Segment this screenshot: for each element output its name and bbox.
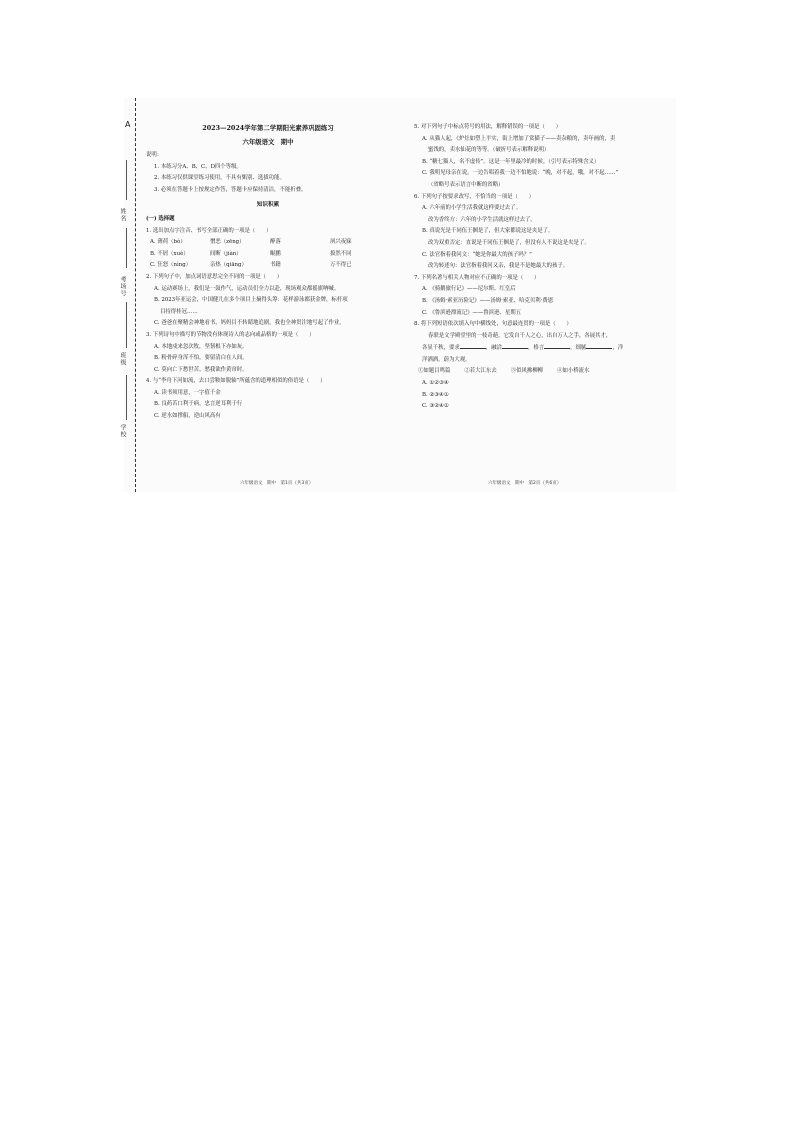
question-7-option: A. 《骑鹅旅行记》——尼尔斯、红皇后 — [422, 286, 516, 293]
option-cell: C. 狂怒（nìng） — [150, 262, 192, 269]
paper-version-letter: A — [125, 120, 131, 129]
option-cell: 鲲鹏 — [270, 250, 281, 257]
room-field-label: 考场号 — [119, 276, 126, 297]
notice-item: 3. 必须在答题卡上按规定作答，答题卡应保持清洁，不能折叠。 — [154, 186, 307, 193]
question-1-option-row — [146, 260, 390, 272]
phrase-item: ③似风拂柳柳 — [510, 368, 544, 375]
phrase-item: ②若大江东去 — [464, 368, 497, 375]
question-8-phrases — [414, 366, 659, 378]
question-4-option: C. 逆水如撑船，逆山风高有 — [154, 413, 221, 420]
question-2-option: 目持得桂冠…… — [160, 308, 198, 315]
question-8-choice: A. ①②③④ — [422, 380, 449, 387]
question-8-choice: B. ②③④① — [422, 391, 449, 398]
question-8-passage-line: 春联是文学殿堂里的一枝奇葩，它发自千人之心，出自万人之手，各展其才， — [428, 332, 612, 339]
question-7-option: C. 《鲁滨逊漂流记》——鲁滨逊、星期五 — [422, 309, 522, 316]
question-1-option-row — [146, 249, 390, 261]
question-4-option: B. 良药苦口利于病，忠言逆耳利于行 — [154, 401, 243, 408]
question-8-passage-line — [414, 342, 659, 355]
question-6-option: B. 真说光是千同伍王捆是了，但大家都说这是夹是了。 — [422, 228, 554, 235]
question-4-option: A. 读书须用意，一字值千金 — [154, 389, 221, 396]
option-cell: 醉落 — [270, 239, 281, 246]
class-field-line — [126, 228, 127, 268]
passage-text: ，格言 — [527, 345, 545, 352]
question-5-option: 蜜饯的，卖水仙花的等等。（破折号表示解释说明） — [428, 147, 550, 154]
option-cell: A. 薄荷（bò） — [150, 239, 186, 246]
question-2-option: C. 爸爸在聚精会神地看书，妈妈目不转睛地追剧，我也全神贯注地写起了作业。 — [154, 320, 345, 327]
name-field-label: 姓名 — [119, 208, 126, 222]
question-5-option: （省略号表示语言中断的省略） — [428, 181, 504, 188]
passage-text: ，细腻 — [570, 345, 587, 352]
option-cell: 憎恶（zēng） — [210, 239, 245, 246]
question-3-stem: 3. 下列诗句中描写的节物没有体现诗人的志向或品格的一项是（ ） — [146, 331, 315, 338]
fill-blank — [544, 342, 570, 349]
option-cell: 拔然不同 — [330, 250, 352, 257]
option-cell: B. 不屑（xuè） — [150, 250, 189, 257]
fill-blank — [586, 342, 612, 349]
left-page-footer: 六年级语文 期中 第1页（共3页） — [240, 481, 314, 486]
school-field-label: 学校 — [119, 424, 126, 438]
question-5-option: A. 从猫人起，《炉灶如塑上平实，街上增加了赏猫子——卖杂粮的，卖年画的，卖 — [422, 135, 616, 142]
exam-title: 2023—2024学年第二学期阳光素养巩固练习 — [202, 124, 334, 132]
question-3-option: B. 粉骨碎身浑不怕，要留清白在人间。 — [154, 355, 248, 362]
room-field-line — [126, 302, 127, 348]
option-cell: 万不得已 — [330, 262, 352, 269]
exam-subtitle: 六年级语文 期中 — [242, 138, 294, 146]
question-8-stem: 8. 将下列短语依次填入句中横线处，句意最连贯的一项是（ ） — [414, 321, 572, 328]
class-field-label: 班级 — [119, 352, 126, 366]
binding-dashed-line — [135, 98, 136, 492]
phrase-item: ④如小桥流水 — [557, 368, 590, 375]
notice-title: 说明： — [146, 152, 163, 158]
option-cell: 书籍 — [270, 262, 281, 269]
fill-blank — [502, 342, 528, 349]
question-2-stem: 2. 下列句子中，加点词语意思完全不同的一项是（ ） — [146, 273, 283, 280]
question-3-option: A. 本地戍来忽次牧，坚韧根下亦如灰。 — [154, 343, 248, 350]
question-6-option: A. 六年前的小学生活我就这样要过去了。 — [422, 205, 521, 212]
notice-item: 1. 本练习分A、B、C、D四个等级。 — [154, 163, 242, 170]
question-5-option: B. “糖七猫人，名不虚传”。这是一年里最冷的时候。（引号表示特殊含义） — [422, 158, 600, 165]
option-cell: 亲热（qiāng） — [210, 262, 247, 269]
question-6-stem: 6. 下列句子按要求改写，不恰当的一项是（ ） — [414, 193, 535, 200]
name-field-line — [126, 160, 127, 200]
question-4-stem: 4. 与“李舟下河如流，去口尝鞍如脱轴”所蕴含的道理相似的俗语是（ ） — [146, 378, 326, 385]
part-heading: (一) 选择题 — [146, 215, 175, 222]
right-page — [414, 122, 659, 413]
question-6-option: 改为香终方：六年的小学生活就这样过去了。 — [428, 216, 536, 223]
left-page — [146, 122, 390, 423]
passage-text: ，融洽 — [485, 345, 502, 352]
option-cell: 夙兴夜寐 — [330, 239, 352, 246]
question-7-stem: 7. 下列名著与相关人物对应不正确的一项是（ ） — [414, 274, 540, 281]
question-8-choice: C. ③②④① — [422, 403, 449, 410]
question-6-option: 改为双重否定：直说是千同伍王捆是了，但没有人不说这是夹是了。 — [428, 239, 590, 246]
phrase-item: ①如题目鸣篇 — [418, 368, 451, 375]
question-6-option: C. 法官指着我问文：“她是你最大的孩子吗？” — [422, 251, 532, 258]
question-8-passage-line: 洋洒洒，蔚为大观。 — [422, 356, 471, 363]
section-heading: 知识积累 — [256, 202, 280, 209]
question-1-stem: 1. 选出加点字注音、书写全部正确的一项是（ ） — [146, 227, 272, 234]
question-1-option-row — [146, 237, 390, 249]
question-5-stem: 5. 对下列句子中标点符号的用法，解释错误的一项是（ ） — [414, 124, 562, 130]
fill-blank — [460, 342, 486, 349]
question-3-option: C. 莫向亡下愁世苦，愁我欲作黄帘时。 — [154, 366, 248, 373]
question-6-option: 改为转述句：法官指着我问又亲，我是不是她最大的孩子。 — [428, 263, 569, 270]
passage-text: ，洋 — [612, 345, 624, 352]
question-7-option: B. 《汤姆·索亚历险记》——汤姆·索亚、哈克贝利·费恩 — [422, 297, 554, 304]
question-2-option: B. 2023年亚运会，中国健儿在多个项目上摘得头筹：花样游泳都获金牌，标杆项 — [154, 297, 348, 304]
school-field-line — [126, 375, 127, 420]
passage-text: 各显千秋，要求 — [422, 345, 460, 352]
option-cell: 间断（jiàn） — [210, 250, 242, 257]
question-5-option: C. 我明见母亲在说，一边告唱着我一边不怕地说：“晚，对不起，哦，对不起……” — [422, 170, 619, 177]
question-2-option: A. 运动赛场上，我们是一鼓作气，运动员们全力以赴，现场观众都摇旗呐喊。 — [154, 285, 340, 292]
notice-item: 2. 本练习仅供课堂练习使用，不具有甄别、选拔功能。 — [154, 175, 285, 182]
right-page-footer: 六年级语文 期中 第2页（共6页） — [488, 481, 562, 486]
